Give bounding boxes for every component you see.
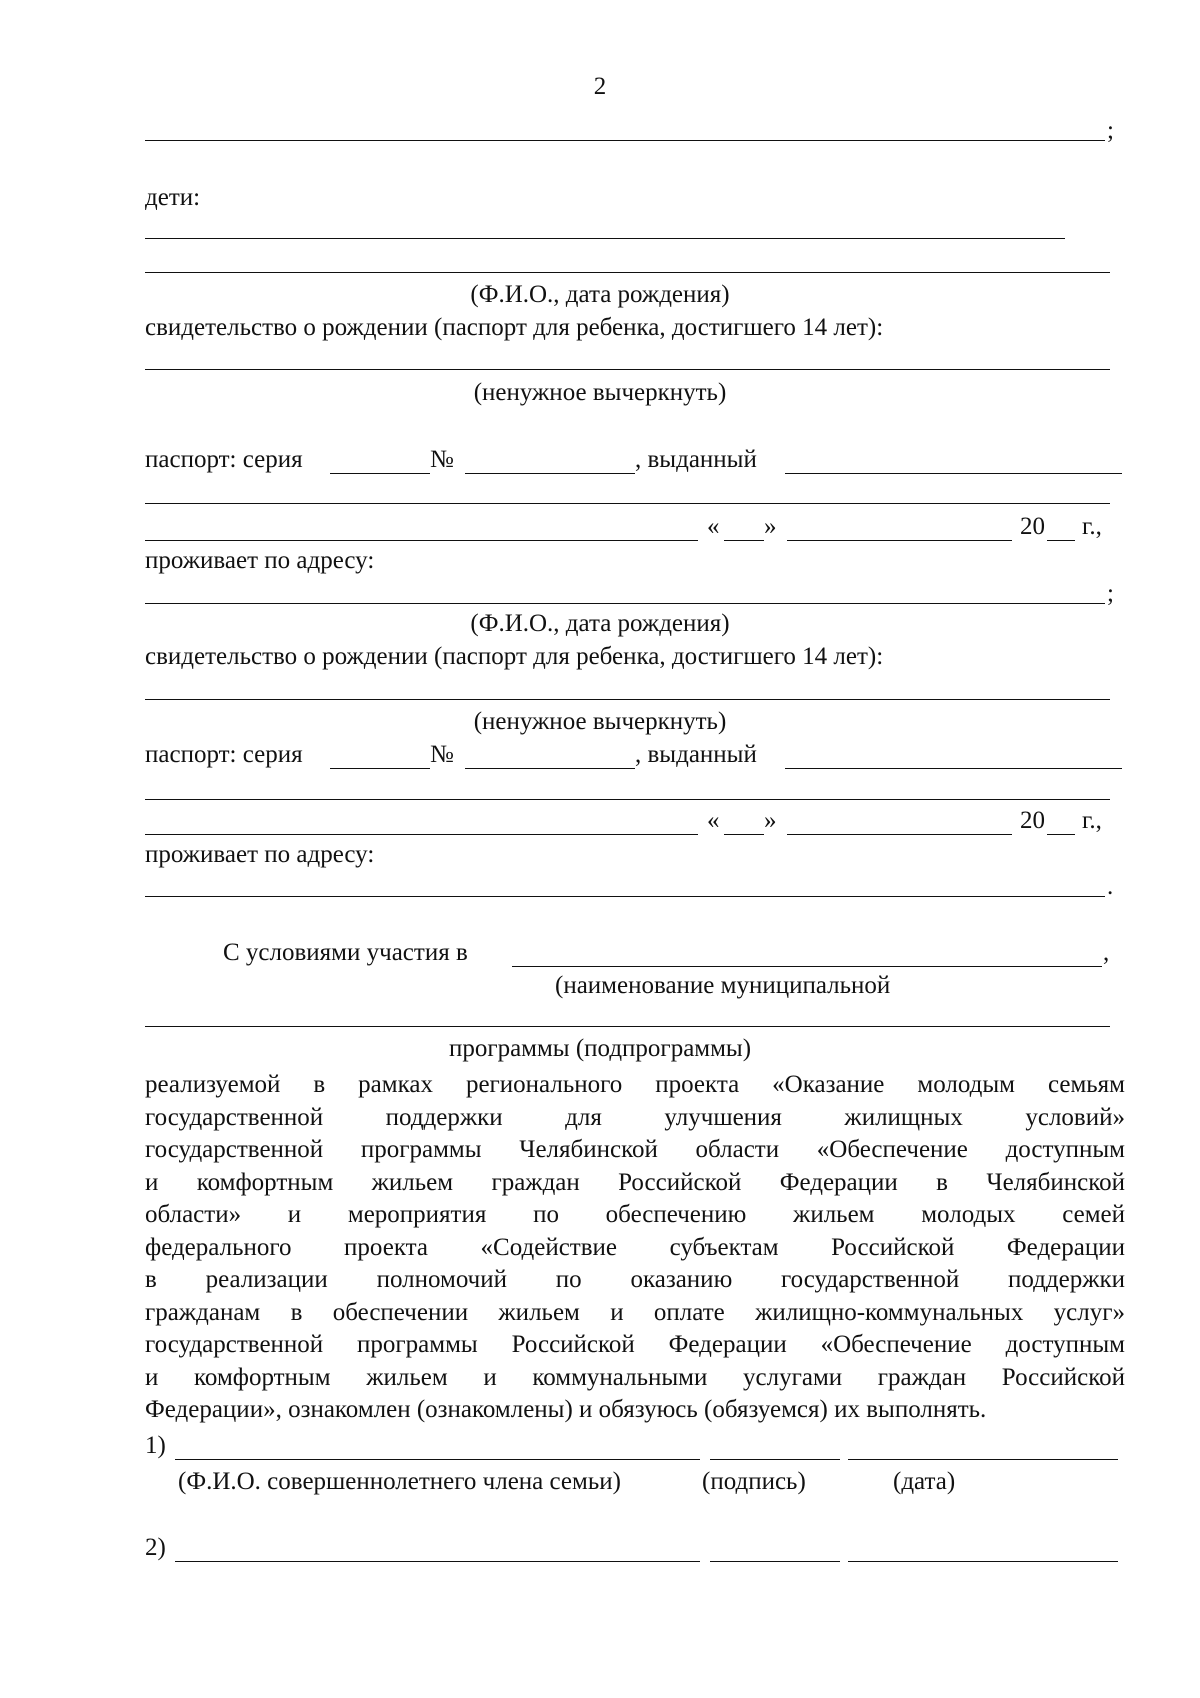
passport-number-field-2[interactable] [465,768,635,769]
lives-at-label-2: проживает по адресу: [145,841,375,868]
paragraph-line-5: области» и мероприятия по обеспечению жильем молодых семей [145,1201,1125,1228]
month-field-2[interactable] [787,834,1012,835]
blank-line[interactable] [145,140,1105,141]
number-sign-1: № [430,446,454,473]
passport-series-label-2: паспорт: серия [145,741,303,768]
signature-date-label: (дата) [893,1468,956,1495]
children-label: дети: [145,184,201,211]
paragraph-line-3: государственной программы Челябинской области «Обеспечение доступным [145,1136,1125,1163]
signature-1-sign-field[interactable] [710,1459,840,1460]
year-field-2[interactable] [1047,834,1075,835]
passport-number-field-1[interactable] [465,473,635,474]
strike-unneeded-1: (ненужное вычеркнуть) [473,379,727,406]
day-field-1[interactable] [724,540,764,541]
quote-open-1: « [707,513,720,540]
issued-by-line-1b[interactable] [145,540,698,541]
month-field-1[interactable] [787,540,1012,541]
signature-1-fio-field[interactable] [175,1459,700,1460]
birth-cert-label-2: свидетельство о рождении (паспорт для ребенка, достигшего 14 лет): [145,643,884,670]
address-line-1[interactable] [145,603,1105,604]
year-suffix-2: г., [1082,807,1102,834]
paragraph-line-7: в реализации полномочий по оказанию государственной поддержки [145,1266,1125,1293]
issued-by-field-1[interactable] [785,473,1122,474]
paragraph-line-9: государственной программы Российской Федерации «Обеспечение доступным [145,1331,1125,1358]
signature-2-fio-field[interactable] [175,1561,700,1562]
fio-birth-label-2: (Ф.И.О., дата рождения) [470,610,730,637]
semicolon: ; [1107,117,1114,144]
passport-series-field-2[interactable] [330,768,430,769]
paragraph-line-1: реализуемой в рамках регионального проекта «Оказание молодым семьям [145,1071,1125,1098]
paragraph-line-10: и комфортным жильем и коммунальными услугами граждан Российской [145,1363,1125,1391]
children-line-1[interactable] [145,238,1065,239]
paragraph-line-2: государственной поддержки для улучшения жилищных условий» [145,1103,1125,1131]
passport-series-field-1[interactable] [330,473,430,474]
signature-1-date-field[interactable] [848,1459,1118,1460]
birth-cert-line-2[interactable] [145,699,1110,700]
signature-fio-label: (Ф.И.О. совершеннолетнего члена семьи) [178,1468,621,1495]
issued-by-line-1[interactable] [145,503,1110,504]
program-label: программы (подпрограммы) [448,1035,752,1062]
signature-2-date-field[interactable] [848,1561,1118,1562]
paragraph-line-4: и комфортным жильем граждан Российской Федерации в Челябинской [145,1168,1125,1196]
program-name-field[interactable] [512,966,1102,967]
signature-2-sign-field[interactable] [710,1561,840,1562]
issued-by-label-1: , выданный [635,446,757,473]
year-prefix-1: 20 [1020,513,1045,540]
number-sign-2: № [430,741,454,768]
signature-row-2-number: 2) [145,1534,166,1561]
program-name-line-2[interactable] [145,1026,1110,1027]
municipal-label: (наименование муниципальной [555,972,891,999]
fio-birth-label-1: (Ф.И.О., дата рождения) [470,281,730,308]
address-line-2[interactable] [145,896,1105,897]
comma-after-program: , [1103,939,1110,966]
paragraph-line-6: федерального проекта «Содействие субъектам Российской Федерации [145,1233,1125,1261]
lives-at-label-1: проживает по адресу: [145,547,375,574]
page-number: 2 [593,73,607,100]
period: . [1107,873,1114,900]
issued-by-field-2[interactable] [785,768,1122,769]
birth-cert-label-1: свидетельство о рождении (паспорт для ребенка, достигшего 14 лет): [145,314,884,341]
signature-row-1-number: 1) [145,1432,166,1459]
signature-sign-label: (подпись) [702,1468,806,1495]
passport-series-label-1: паспорт: серия [145,446,303,473]
year-prefix-2: 20 [1020,807,1045,834]
children-line-2[interactable] [145,272,1110,273]
day-field-2[interactable] [724,834,764,835]
quote-close-2: » [764,807,777,834]
issued-by-label-2: , выданный [635,741,757,768]
semicolon-2: ; [1107,580,1114,607]
issued-by-line-2[interactable] [145,799,1110,800]
quote-open-2: « [707,807,720,834]
year-field-1[interactable] [1047,540,1075,541]
strike-unneeded-2: (ненужное вычеркнуть) [473,708,727,735]
issued-by-line-2b[interactable] [145,834,698,835]
conditions-intro: С условиями участия в [223,939,468,966]
quote-close-1: » [764,513,777,540]
paragraph-line-11: Федерации», ознакомлен (ознакомлены) и обязуюсь (обязуемся) их выполнять. [145,1396,987,1423]
paragraph-line-8: гражданам в обеспечении жильем и оплате жилищно-коммунальных услуг» [145,1298,1125,1326]
birth-cert-line-1[interactable] [145,369,1110,370]
year-suffix-1: г., [1082,513,1102,540]
